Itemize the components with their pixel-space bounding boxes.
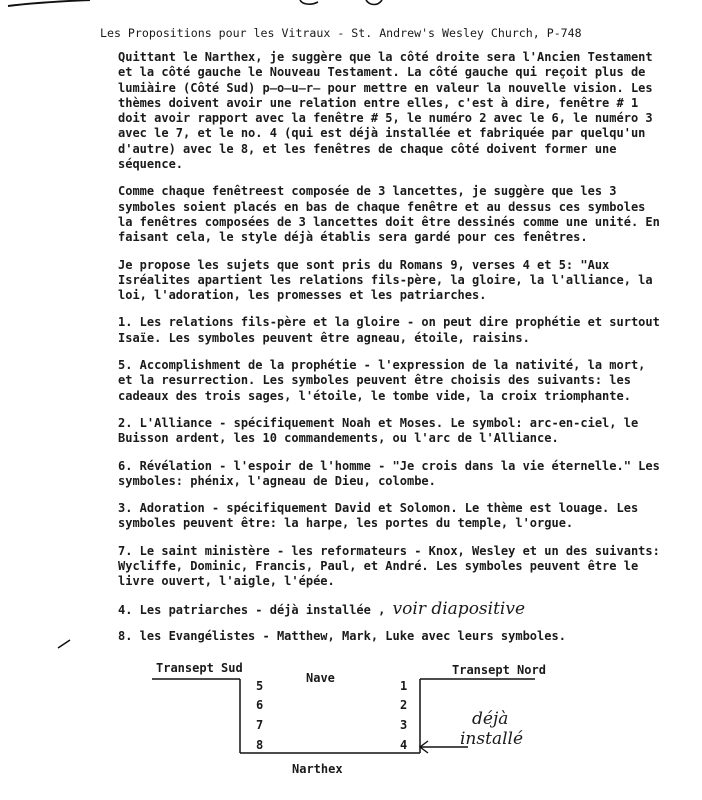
paragraph-window-3: 3. Adoration - spécifiquement David et Solomon. Le thème est louage. Les symboles peuvent être: la harpe, les portes du temple, l'orgue. (118, 501, 639, 531)
paragraph-window-8: 8. les Evangélistes - Matthew, Mark, Luke avec leurs symboles. (118, 628, 566, 643)
document-header: Les Propositions pour les Vitraux - St. Andrew's Wesley Church, P-748 (100, 26, 582, 40)
window-number-4: 4 (400, 738, 408, 752)
window-number-1: 1 (400, 679, 408, 693)
window-number-6: 6 (256, 698, 264, 712)
paragraph-window-4 (118, 598, 663, 619)
paragraph-window-6: 6. Révélation - l'espoir de l'homme - "Je crois dans la vie éternelle." Les symboles: phénix, l'agneau de Dieu, colombe. (118, 458, 660, 488)
window-number-3: 3 (400, 718, 408, 732)
paragraph-window-5: 5. Accomplishment de la prophétie - l'expression de la nativité, la mort, et la resurrection. Les symboles peuvent être choisis des suivants: les cadeaux des trois sages, l'étoile, le tombe vide, la croix triomphante. (118, 358, 646, 403)
window-number-5: 5 (256, 679, 264, 693)
handwritten-voir-diapositive: voir diapositive (392, 598, 526, 619)
window-number-2: 2 (400, 698, 408, 712)
label-narthex: Narthex (292, 762, 343, 776)
window-number-8: 8 (256, 738, 264, 752)
window-number-7: 7 (256, 718, 264, 732)
paragraph-narthex-intro: Quittant le Narthex, je suggère que la côté droite sera l'Ancien Testament et la côté gauche le Nouveau Testament. La côté gauche qui reçoit plus de lumiàire (Côté Sud) p̶o̶u̶r̶ pour mettre en valeur la nouvelle vision. Les thèmes doivent avoir une relation entre elles, c'est à dire, fenêtre # 1 doit avoir rapport avec la fenêtre # 5, le numéro 2 avec le 6, le numéro 3 avec le 7, et le no. 4 (qui est déjà installée et fabriquée par quelqu'un d'autre) avec le 8, et les fenêtres de chaque côté doivent former une séquence. (118, 50, 653, 172)
handwritten-installe: installé (460, 729, 524, 749)
diagram-lines (0, 655, 702, 800)
paragraph-romans: Je propose les sujets que sont pris du Romans 9, verses 4 et 5: "Aux Isréalites apartient les relations fils-père, la gloire, la l'alliance, la loi, l'adoration, les promesses et les patriarches. (118, 257, 653, 303)
document-body (118, 50, 663, 656)
paragraph-window-2: 2. L'Alliance - spécifiquement Noah et Moses. Le symbol: arc-en-ciel, le Buisson ardent, les 10 commandements, ou l'arc de l'Alliance. (118, 415, 639, 446)
label-transept-nord: Transept Nord (452, 663, 546, 677)
paragraph-window-4-text: 4. Les patriarches - déjà installée , (118, 602, 386, 617)
paragraph-lancettes: Comme chaque fenêtreest composée de 3 lancettes, je suggère que les 3 symboles soient placés en bas de chaque fenêtre et au dessus ces symboles la fenêtres composées de 3 lancettes doit être dessinés comme une unité. En faisant cela, le style déjà établis sera gardé pour ces fenêtres. (118, 184, 660, 245)
handwritten-deja: déjà (472, 709, 509, 729)
label-nave: Nave (306, 671, 335, 685)
label-transept-sud: Transept Sud (156, 661, 243, 675)
window-layout-diagram (0, 655, 702, 800)
paragraph-window-7: 7. Le saint ministère - les reformateurs - Knox, Wesley et un des suivants: Wycliffe, Dominic, Francis, Paul, et André. Les symboles peuvent être le livre ouvert, l'aigle, l'épée. (118, 543, 660, 589)
paragraph-window-1: 1. Les relations fils-père et la gloire - on peut dire prophétie et surtout Isaïe. Les symboles peuvent être agneau, étoile, raisins. (118, 315, 660, 345)
